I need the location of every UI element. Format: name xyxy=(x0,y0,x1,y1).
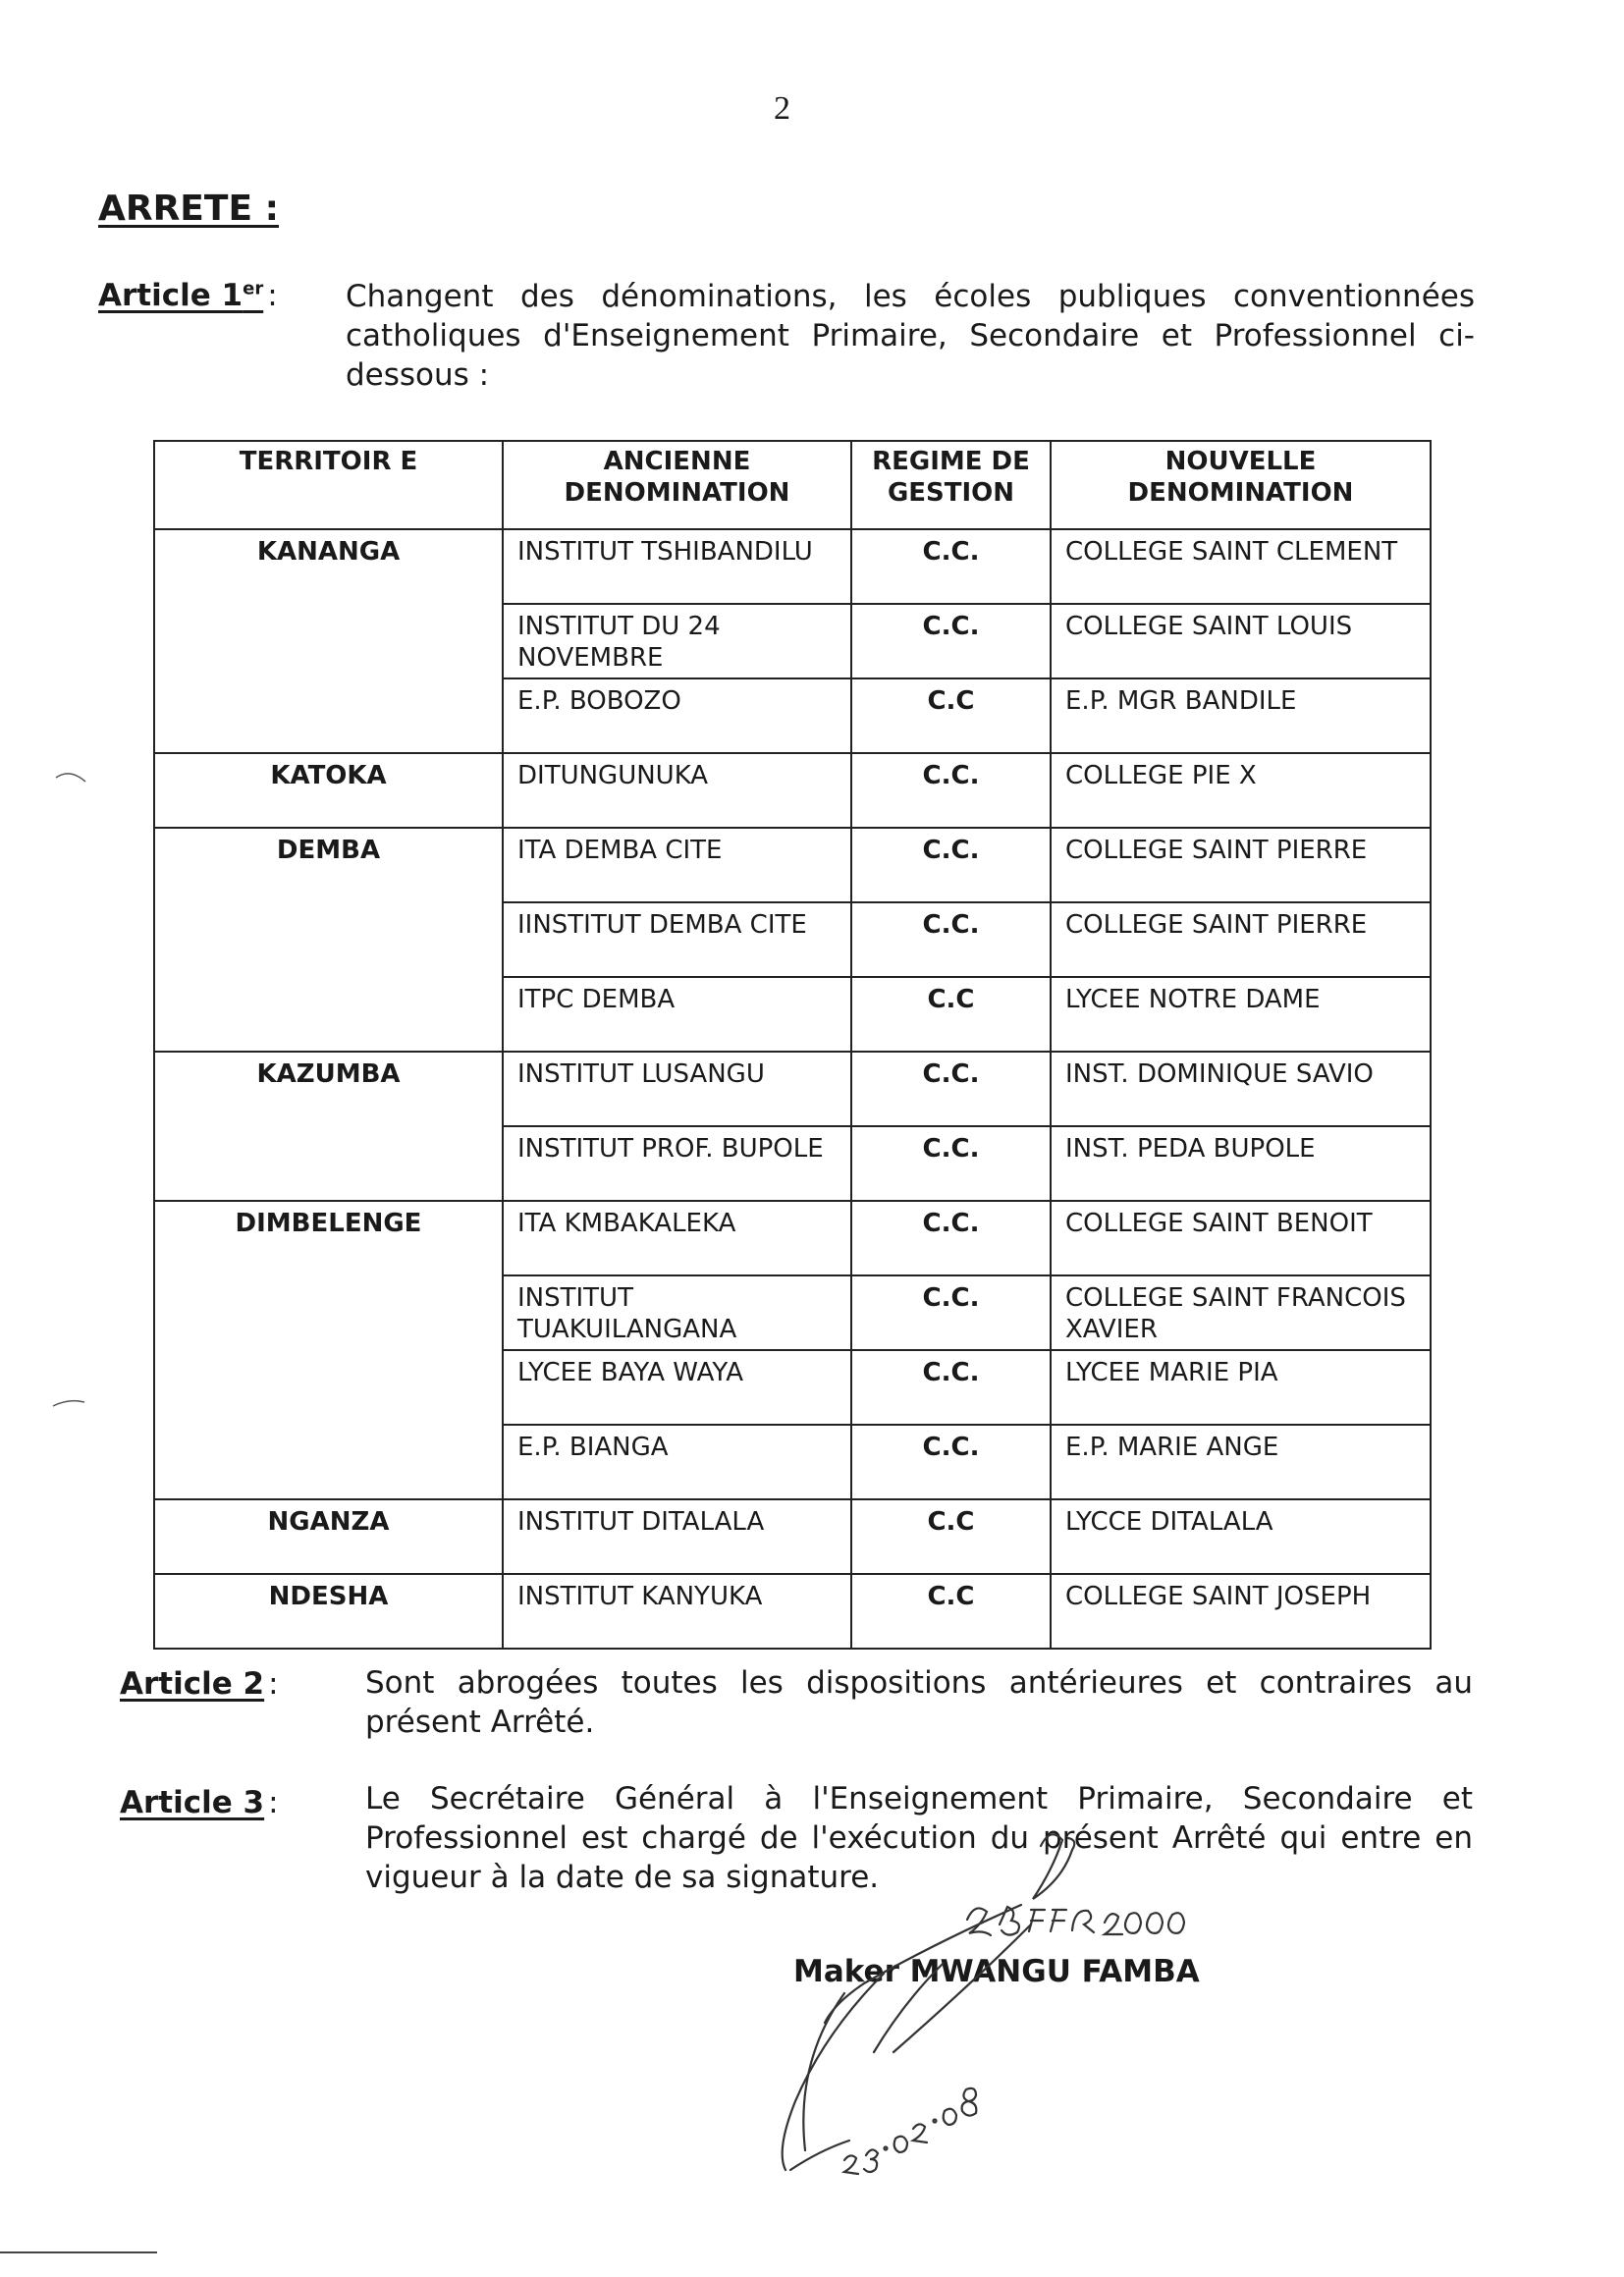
header-regime-de-gestion: REGIME DE GESTION xyxy=(851,441,1051,529)
ancienne-denomination-cell: E.P. BIANGA xyxy=(503,1425,851,1499)
decree-heading: ARRETE : xyxy=(98,189,279,229)
ancienne-denomination-cell: ITA KMBAKALEKA xyxy=(503,1201,851,1275)
bottom-edge-line xyxy=(0,2249,157,2256)
nouvelle-denomination-cell: INST. PEDA BUPOLE xyxy=(1051,1126,1431,1201)
nouvelle-denomination-cell: COLLEGE SAINT CLEMENT xyxy=(1051,529,1431,604)
regime-cell: C.C. xyxy=(851,902,1051,977)
article-3-text: Le Secrétaire Général à l'Enseignement Primaire, Secondaire et Professionnel est chargé de l'exécution du présent Arrêté qui entre en vigueur à la date de sa signature. xyxy=(365,1781,1473,1895)
regime-cell: C.C. xyxy=(851,828,1051,902)
nouvelle-denomination-cell: COLLEGE SAINT PIERRE xyxy=(1051,902,1431,977)
article-1-text: Changent des dénominations, les écoles publiques conventionnées catholiques d'Enseignement Primaire, Secondaire et Professionnel ci-dessous : xyxy=(346,279,1475,393)
regime-cell: C.C. xyxy=(851,1275,1051,1350)
regime-cell: C.C. xyxy=(851,604,1051,678)
signatory-name: Maker MWANGU FAMBA xyxy=(793,1954,1200,1989)
ancienne-denomination-cell: DITUNGUNUKA xyxy=(503,753,851,828)
regime-cell: C.C. xyxy=(851,529,1051,604)
territoire-cell: KATOKA xyxy=(154,753,503,828)
nouvelle-denomination-cell: INST. DOMINIQUE SAVIO xyxy=(1051,1052,1431,1126)
nouvelle-denomination-cell: E.P. MGR BANDILE xyxy=(1051,678,1431,753)
header-ancienne-denomination: ANCIENNE DENOMINATION xyxy=(503,441,851,529)
ancienne-denomination-cell: INSTITUT KANYUKA xyxy=(503,1574,851,1649)
ancienne-denomination-cell: LYCEE BAYA WAYA xyxy=(503,1350,851,1425)
nouvelle-denomination-cell: LYCCE DITALALA xyxy=(1051,1499,1431,1574)
header-territoire: TERRITOIR E xyxy=(154,441,503,529)
ancienne-denomination-cell: INSTITUT LUSANGU xyxy=(503,1052,851,1126)
ancienne-denomination-cell: E.P. BOBOZO xyxy=(503,678,851,753)
ancienne-denomination-cell: INSTITUT TUAKUILANGANA xyxy=(503,1275,851,1350)
article-1-label-text: Article 1 xyxy=(98,278,244,313)
nouvelle-denomination-cell: LYCEE MARIE PIA xyxy=(1051,1350,1431,1425)
territoire-cell: NDESHA xyxy=(154,1574,503,1649)
ancienne-denomination-cell: INSTITUT DU 24 NOVEMBRE xyxy=(503,604,851,678)
article-2-text: Sont abrogées toutes les dispositions antérieures et contraires au présent Arrêté. xyxy=(365,1665,1473,1740)
regime-cell: C.C. xyxy=(851,1350,1051,1425)
nouvelle-denomination-cell: LYCEE NOTRE DAME xyxy=(1051,977,1431,1052)
nouvelle-denomination-cell: E.P. MARIE ANGE xyxy=(1051,1425,1431,1499)
regime-cell: C.C. xyxy=(851,1425,1051,1499)
regime-cell: C.C. xyxy=(851,1201,1051,1275)
regime-cell: C.C. xyxy=(851,1126,1051,1201)
nouvelle-denomination-cell: COLLEGE PIE X xyxy=(1051,753,1431,828)
ancienne-denomination-cell: ITA DEMBA CITE xyxy=(503,828,851,902)
nouvelle-denomination-cell: COLLEGE SAINT BENOIT xyxy=(1051,1201,1431,1275)
article-3-colon: : xyxy=(268,1785,279,1820)
ancienne-denomination-cell: ITPC DEMBA xyxy=(503,977,851,1052)
article-2-colon: : xyxy=(268,1666,279,1702)
regime-cell: C.C xyxy=(851,1574,1051,1649)
margin-mark-1 xyxy=(54,766,93,786)
ancienne-denomination-cell: INSTITUT PROF. BUPOLE xyxy=(503,1126,851,1201)
article-1-superscript: er xyxy=(243,278,264,299)
ancienne-denomination-cell: INSTITUT DITALALA xyxy=(503,1499,851,1574)
territoire-cell: NGANZA xyxy=(154,1499,503,1574)
article-2-label-text: Article 2 xyxy=(120,1666,265,1702)
regime-cell: C.C. xyxy=(851,753,1051,828)
regime-cell: C.C xyxy=(851,678,1051,753)
regime-cell: C.C xyxy=(851,1499,1051,1574)
territoire-cell: KAZUMBA xyxy=(154,1052,503,1201)
nouvelle-denomination-cell: COLLEGE SAINT PIERRE xyxy=(1051,828,1431,902)
page-number: 2 xyxy=(774,90,790,127)
nouvelle-denomination-cell: COLLEGE SAINT FRANCOIS XAVIER xyxy=(1051,1275,1431,1350)
territoire-cell: DIMBELENGE xyxy=(154,1201,503,1499)
nouvelle-denomination-cell: COLLEGE SAINT LOUIS xyxy=(1051,604,1431,678)
article-3-label-text: Article 3 xyxy=(120,1785,265,1820)
header-nouvelle-denomination: NOUVELLE DENOMINATION xyxy=(1051,441,1431,529)
territoire-cell: DEMBA xyxy=(154,828,503,1052)
nouvelle-denomination-cell: COLLEGE SAINT JOSEPH xyxy=(1051,1574,1431,1649)
ancienne-denomination-cell: INSTITUT TSHIBANDILU xyxy=(503,529,851,604)
article-1-colon: : xyxy=(267,278,278,313)
regime-cell: C.C xyxy=(851,977,1051,1052)
territoire-cell: KANANGA xyxy=(154,529,503,753)
ancienne-denomination-cell: IINSTITUT DEMBA CITE xyxy=(503,902,851,977)
regime-cell: C.C. xyxy=(851,1052,1051,1126)
margin-mark-2 xyxy=(51,1394,90,1414)
